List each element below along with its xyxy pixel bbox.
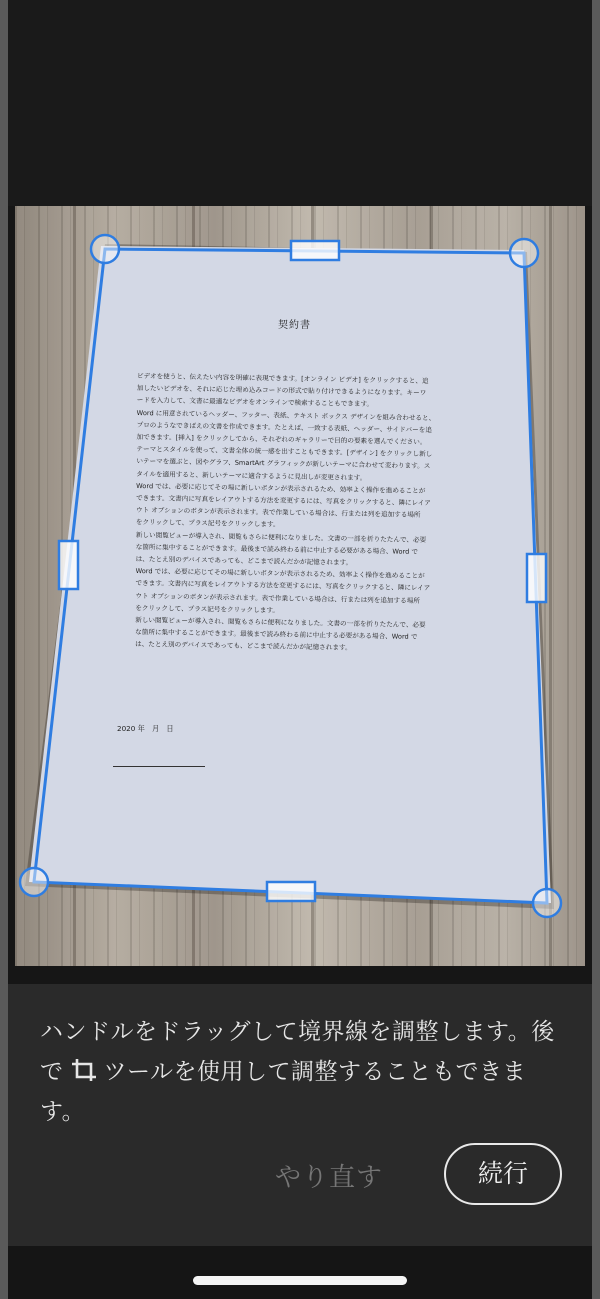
continue-button[interactable]: 続行 — [444, 1143, 562, 1205]
edge-handle-left[interactable] — [59, 541, 78, 589]
instruction-text — [40, 1012, 565, 1132]
edge-handle-right[interactable] — [527, 554, 546, 602]
edge-handle-top[interactable] — [291, 241, 339, 260]
corner-handle-bottom-right[interactable] — [533, 889, 561, 917]
bottom-bar — [0, 1246, 600, 1299]
document-body: ビデオを使うと、伝えたい内容を明確に表現できます。[オンライン ビデオ] をクリックすると、追 加したいビデオを、それに応じた埋め込みコードの形式で貼り付けできるようになります。キーワ ードを入力して、文書に最適なビデオをオンラインで検索することもできます。 Word に用意されているヘッダー、フッター、表紙、テキスト ボックス デザインを組み合わせると、 プロのようなできばえの文書を作成できます。たとえば、一致する表紙、ヘッダー、サイドバーを追 加できます。[挿入] をクリックしてから、それぞれのギャラリーで目的の要素を選んでください。 テーマとスタイルを使って、文書全体の統一感を出すこともできます。[デザイン] をクリックし新し いテーマを選ぶと、図やグラフ、SmartArt グラフィックが新しいテーマに合わせて変わります。ス タイルを適用すると、新しいテーマに適合するように見出しが変更されます。 Word では、必要に応じてその場に新しいボタンが表示されるため、効率よく操作を進めることが できます。文書内に写真をレイアウトする方法を変更するには、写真をクリックすると、隣にレイア ウト オプションのボタンが表示されます。表で作業している場合は、行または列を追加する場所 をクリックして、プラス記号をクリックします。 新しい閲覧ビューが導入され、閲覧もさらに便利になりました。文書の一部を折りたたんで、必要 な箇所に集中することができます。最後まで読み終わる前に中止する必要がある場合、Word で は、たとえ別のデバイスであっても、どこまで読んだかが記憶されます。 Word では、必要に応じてその場に新しいボタンが表示されるため、効率よく操作を進めることが できます。文書内に写真をレイアウトする方法を変更するには、写真をクリックすると、隣にレイア ウト オプションのボタンが表示されます。表で作業している場合は、行または列を追加する場所 をクリックして、プラス記号をクリックします。 新しい閲覧ビューが導入され、閲覧もさらに便利になりました。文書の一部を折りたたんで、必要 な箇所に集中することができます。最後まで読み終わる前に中止する必要がある場合、Word で は、たとえ別のデバイスであっても、どこまで読んだかが記憶されます。 — [135, 371, 436, 653]
corner-handle-top-left[interactable] — [91, 235, 119, 263]
edge-handle-bottom[interactable] — [267, 882, 315, 901]
document-title: 契約書 — [278, 320, 311, 331]
instruction-part-1: ハンドルをドラッグして境界線を調整します。後で — [40, 1019, 555, 1085]
home-indicator[interactable] — [193, 1276, 407, 1285]
document-date: 2020 年 月 日 — [117, 724, 174, 733]
instruction-part-2: ツールを使用して調整することもできます。 — [40, 1059, 527, 1125]
signature-line — [113, 766, 205, 767]
captured-photo — [15, 206, 585, 966]
corner-handle-bottom-left[interactable] — [20, 868, 48, 896]
top-bar — [0, 0, 600, 206]
corner-handle-top-right[interactable] — [510, 239, 538, 267]
crop-icon — [70, 1056, 98, 1082]
redo-button[interactable]: やり直す — [262, 1152, 396, 1198]
